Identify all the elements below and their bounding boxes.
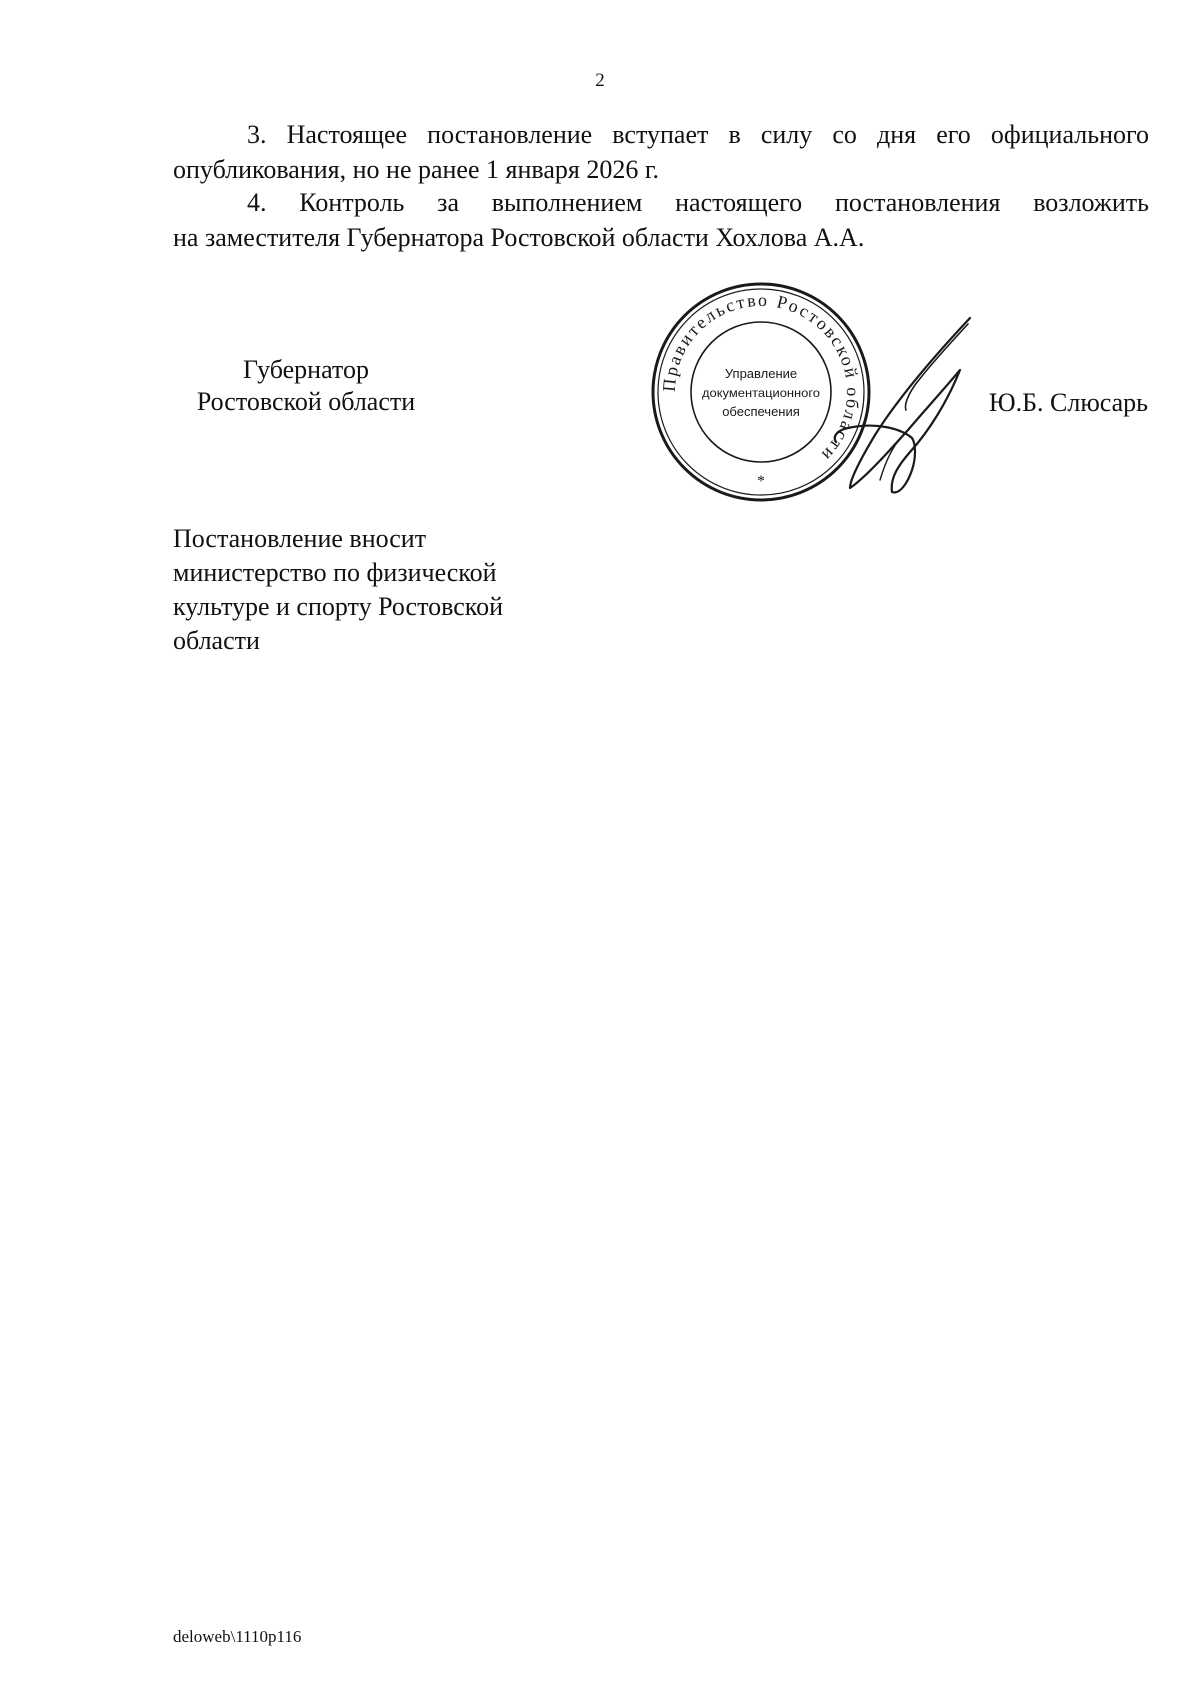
seal-center-line-1: Управление: [724, 366, 798, 381]
handwritten-signature: [820, 310, 1000, 505]
submitter-line-4: области: [173, 626, 260, 655]
submitter-line-3: культуре и спорту Ростовской: [173, 592, 503, 621]
paragraph-4: [173, 185, 1149, 255]
signatory-title-line-2: Ростовской области: [196, 387, 416, 416]
paragraph-4-line-1: 4. Контроль за выполнением настоящего постановления возложить: [247, 188, 1149, 217]
seal-ring-text: Правительство Ростовской области: [658, 289, 864, 467]
seal-star: *: [757, 473, 765, 490]
signatory-title: [178, 354, 434, 418]
submitter-line-2: министерство по физической: [173, 558, 497, 587]
submitter-note: [173, 522, 593, 658]
seal-center-line-3: обеспечения: [722, 404, 800, 419]
footer-file-reference: deloweb\1110p116: [173, 1627, 302, 1646]
paragraph-4-line-2: на заместителя Губернатора Ростовской области Хохлова А.А.: [173, 223, 865, 252]
paragraph-3-line-1: 3. Настоящее постановление вступает в силу со дня его официального: [247, 120, 1149, 149]
paragraph-3-line-2: опубликования, но не ранее 1 января 2026 г.: [173, 155, 660, 184]
submitter-line-1: Постановление вносит: [173, 524, 427, 553]
signatory-title-line-1: Губернатор: [243, 355, 369, 384]
signatory-name: Ю.Б. Слюсарь: [988, 388, 1148, 417]
seal-center-line-2: документационного: [702, 386, 821, 400]
paragraph-3: [173, 117, 1149, 187]
page-number: 2: [595, 70, 605, 91]
